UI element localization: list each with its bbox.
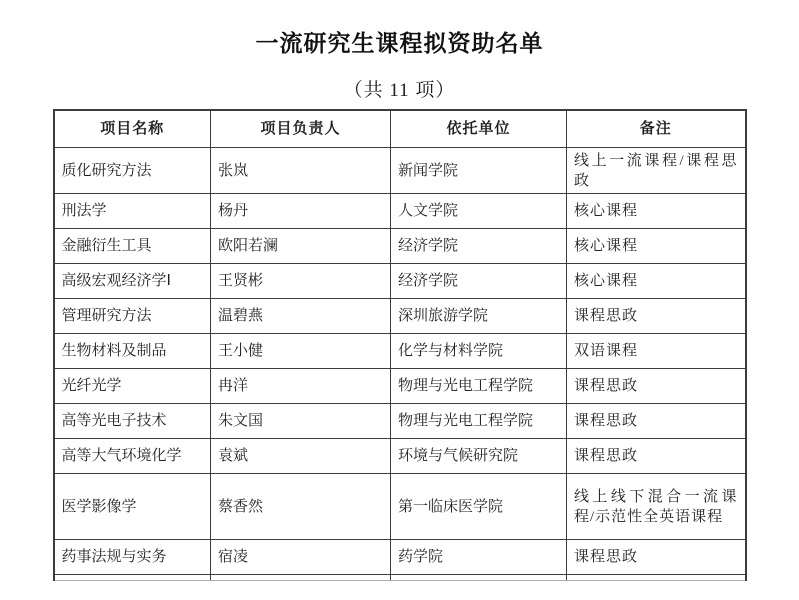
header-project-name: 项目名称 — [54, 110, 211, 148]
project-leader-cell: 朱文国 — [211, 404, 391, 439]
project-name-cell: 质化研究方法 — [54, 148, 211, 194]
table-row — [54, 148, 746, 194]
project-name-cell: 医学影像学 — [54, 474, 211, 540]
clipped-cell — [391, 575, 567, 581]
project-leader-cell: 杨丹 — [211, 194, 391, 229]
header-supporting-unit: 依托单位 — [391, 110, 567, 148]
supporting-unit-cell: 深圳旅游学院 — [391, 299, 567, 334]
remark-cell: 核心课程 — [567, 194, 746, 229]
table-row — [54, 540, 746, 575]
supporting-unit-cell: 经济学院 — [391, 264, 567, 299]
table-row — [54, 369, 746, 404]
project-leader-cell: 袁斌 — [211, 439, 391, 474]
project-name-cell: 管理研究方法 — [54, 299, 211, 334]
table-row — [54, 334, 746, 369]
remark-cell: 课程思政 — [567, 404, 746, 439]
header-remarks: 备注 — [567, 110, 746, 148]
page-title: 一流研究生课程拟资助名单 — [255, 30, 544, 56]
project-leader-cell: 张岚 — [211, 148, 391, 194]
remark-cell: 课程思政 — [567, 439, 746, 474]
project-name-cell: 金融衍生工具 — [54, 229, 211, 264]
project-leader-cell: 王贤彬 — [211, 264, 391, 299]
table-row — [54, 439, 746, 474]
clipped-next-row — [54, 575, 746, 581]
table-row — [54, 474, 746, 540]
supporting-unit-cell: 第一临床医学院 — [391, 474, 567, 540]
project-name-cell: 高等光电子技术 — [54, 404, 211, 439]
supporting-unit-cell: 物理与光电工程学院 — [391, 369, 567, 404]
remark-cell: 核心课程 — [567, 264, 746, 299]
item-count-subtitle: （共 11 项） — [343, 80, 456, 101]
supporting-unit-cell: 人文学院 — [391, 194, 567, 229]
supporting-unit-cell: 物理与光电工程学院 — [391, 404, 567, 439]
project-name-cell: 高等大气环境化学 — [54, 439, 211, 474]
remark-cell: 核心课程 — [567, 229, 746, 264]
table-row — [54, 194, 746, 229]
project-leader-cell: 欧阳若澜 — [211, 229, 391, 264]
table-row — [54, 299, 746, 334]
remark-cell: 课程思政 — [567, 540, 746, 575]
remark-cell: 双语课程 — [567, 334, 746, 369]
project-name-cell: 生物材料及制品 — [54, 334, 211, 369]
project-leader-cell: 王小健 — [211, 334, 391, 369]
remark-cell: 线上一流课程/课程思政 — [567, 148, 746, 194]
table-row — [54, 229, 746, 264]
table-row — [54, 264, 746, 299]
clipped-cell — [54, 575, 211, 581]
project-name-cell: 光纤光学 — [54, 369, 211, 404]
header-project-leader: 项目负责人 — [211, 110, 391, 148]
project-leader-cell: 蔡香然 — [211, 474, 391, 540]
supporting-unit-cell: 药学院 — [391, 540, 567, 575]
supporting-unit-cell: 环境与气候研究院 — [391, 439, 567, 474]
supporting-unit-cell: 经济学院 — [391, 229, 567, 264]
project-name-cell: 药事法规与实务 — [54, 540, 211, 575]
project-leader-cell: 宿凌 — [211, 540, 391, 575]
project-leader-cell: 冉洋 — [211, 369, 391, 404]
project-leader-cell: 温碧燕 — [211, 299, 391, 334]
table-row — [54, 404, 746, 439]
project-name-cell: 高级宏观经济学Ⅰ — [54, 264, 211, 299]
supporting-unit-cell: 新闻学院 — [391, 148, 567, 194]
remark-cell: 线上线下混合一流课程/示范性全英语课程 — [567, 474, 746, 540]
table-header-row — [54, 110, 746, 148]
supporting-unit-cell: 化学与材料学院 — [391, 334, 567, 369]
clipped-cell — [211, 575, 391, 581]
remark-cell: 课程思政 — [567, 299, 746, 334]
funding-list-table — [53, 109, 747, 581]
remark-cell: 课程思政 — [567, 369, 746, 404]
project-name-cell: 刑法学 — [54, 194, 211, 229]
clipped-cell — [567, 575, 746, 581]
